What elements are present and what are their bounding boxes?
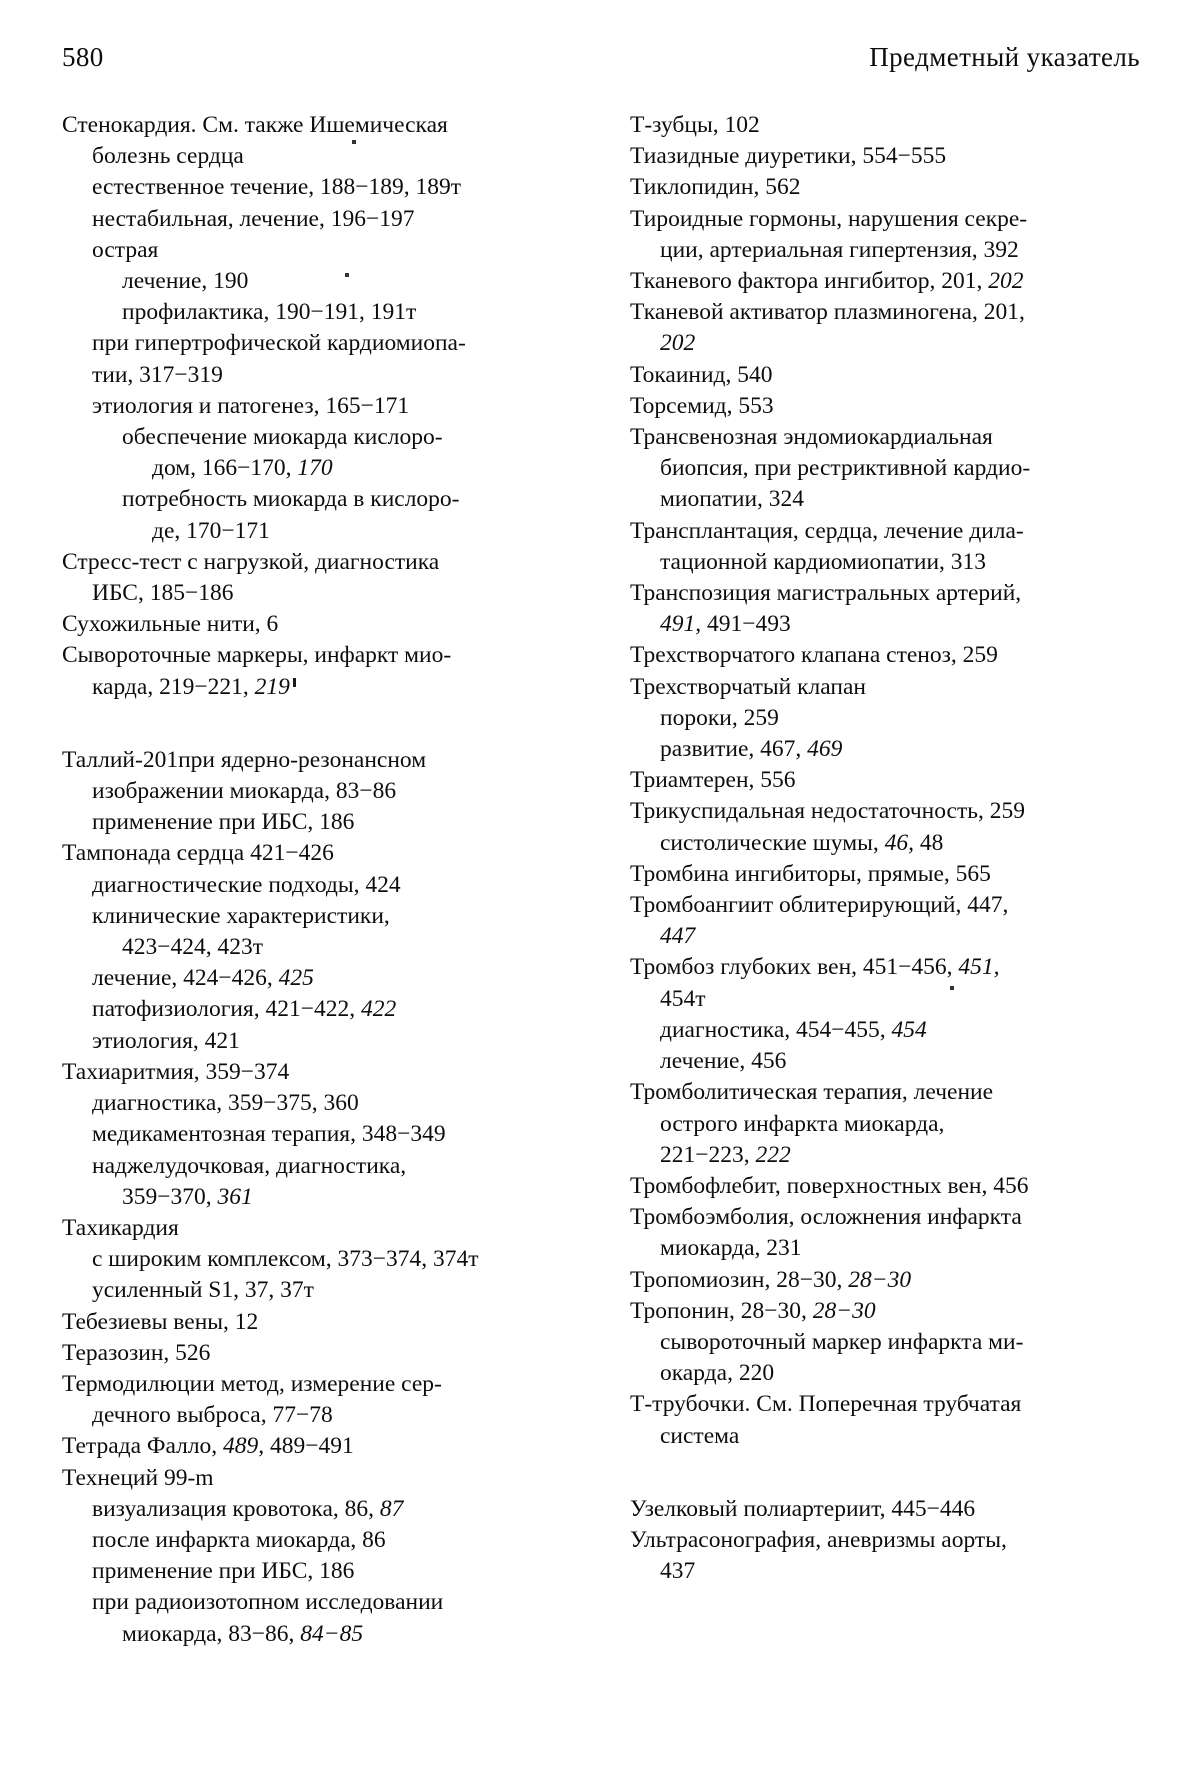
index-entry-line [630,890,1140,921]
entry-text: Сывороточные маркеры, инфаркт мио- [62,642,452,669]
entry-text: Стенокардия. См. также Ишемическая [62,112,448,138]
index-subentry-line [62,1182,572,1213]
index-subentry-line [62,172,572,203]
entry-text: Тромбоэмболия, осложнения инфаркта [630,1204,1022,1231]
index-subentry-line [62,578,572,609]
index-entry-line [630,1171,1140,1202]
index-subentry-line [630,1556,1140,1587]
index-subentry-line [62,235,572,266]
entry-text: с широким комплексом, 373−374, 374т [92,1246,479,1273]
entry-text: развитие, 467, [660,736,808,763]
entry-text: дом, 166−170, [152,455,298,482]
entry-text: Тироидные гормоны, нарушения секре- [630,205,1028,232]
page-header [62,42,1140,73]
index-subentry-line [630,1421,1140,1452]
index-entry-line [630,172,1140,203]
index-subentry-line [630,1046,1140,1077]
entry-figure-reference: 469 [807,736,843,763]
entry-text: Транспозиция магистральных артерий, [630,580,1022,607]
entry-text: после инфаркта миокарда, 86 [92,1526,386,1553]
entry-text: Сухожильные нити, 6 [62,611,279,638]
index-subentry-line [630,1327,1140,1358]
index-subentry-line [62,141,572,172]
index-entry-line [62,745,572,776]
index-entry-line [62,609,572,640]
entry-text: Тромбоз глубоких вен, 451−456, [630,954,959,981]
index-entry-line [630,578,1140,609]
entry-text: наджелудочковая, диагностика, [92,1152,407,1179]
index-subentry-line [62,870,572,901]
entry-text: 359−370, [122,1183,218,1210]
entry-text: дечного выброса, 77−78 [92,1402,333,1429]
index-entry-group [630,110,1140,1452]
index-subentry-line [62,1275,572,1306]
entry-text: Тиклопидин, 562 [630,174,801,201]
index-subentry-line [62,901,572,932]
index-entry-line [62,1338,572,1369]
entry-text: изображении миокарда, 83−86 [92,778,397,805]
entry-figure-reference: 219 [254,673,290,700]
index-entry-line [630,1525,1140,1556]
entry-figure-reference: 422 [360,996,397,1023]
index-columns [62,110,1140,1650]
index-subentry-line [62,1400,572,1431]
entry-text: нестабильная, лечение, 196−197 [92,205,415,232]
entry-text: усиленный S1, 37, 37т [92,1277,314,1304]
index-subentry-line [62,672,572,703]
index-entry-line [630,640,1140,671]
entry-text: Узелковый полиартериит, 445−446 [630,1495,976,1522]
index-entry-line [630,952,1140,983]
index-entry-line [62,640,572,671]
index-entry-line [630,204,1140,235]
entry-text: применение при ИБС, 186 [92,1558,355,1585]
index-subentry-line [630,984,1140,1015]
entry-figure-reference: 170 [297,455,333,482]
entry-text: этиология, 421 [92,1027,240,1054]
entry-text: сывороточный маркер инфаркта ми- [660,1328,1024,1355]
entry-text-tail: 48 [914,829,944,856]
entry-text: Технеций 99-m [62,1464,214,1491]
entry-figure-reference: 425 [278,965,314,992]
entry-text: диагностика, 359−375, 360 [92,1090,359,1117]
entry-text: потребность миокарда в кислоро- [122,486,460,513]
left-column [62,110,572,1650]
entry-text: миокарда, 83−86, [122,1620,301,1647]
entry-text: Тиазидные диуретики, 554−555 [630,143,947,170]
entry-text: острая [92,236,159,263]
index-entry-line [630,516,1140,547]
entry-text: систолические шумы, [660,829,885,856]
entry-text: ции, артериальная гипертензия, 392 [660,236,1019,263]
index-entry-line [630,1265,1140,1296]
entry-figure-reference: 46, [884,829,915,856]
entry-text: Теразозин, 526 [62,1339,211,1366]
entry-text: визуализация кровотока, 86, [92,1495,380,1522]
entry-text: клинические характеристики, [92,902,390,929]
entry-text: Тампонада сердца 421−426 [62,840,334,867]
ink-speck [950,986,954,990]
index-entry-line [630,1077,1140,1108]
entry-text: лечение, 190 [122,268,249,295]
index-subentry-line [62,204,572,235]
index-subentry-line [630,609,1140,640]
entry-text: лечение, 424−426, [92,965,279,992]
entry-text: профилактика, 190−191, 191т [122,299,417,326]
entry-text: Тканевого фактора ингибитор, 201, [630,268,989,295]
entry-text: Тропомиозин, 28−30, [630,1266,849,1293]
entry-text: при гипертрофической кардиомиопа- [92,330,466,357]
entry-text: Трикуспидальная недостаточность, 259 [630,798,1025,825]
index-subentry-line [630,1140,1140,1171]
entry-text: Тромбофлебит, поверхностных вен, 456 [630,1172,1029,1199]
index-entry-line [62,838,572,869]
index-entry-line [630,859,1140,890]
index-entry-line [630,110,1140,141]
entry-text: острого инфаркта миокарда, [660,1110,945,1137]
index-subentry-line [630,1015,1140,1046]
index-entry-line [62,110,572,141]
index-entry-line [630,796,1140,827]
entry-figure-reference: 202 [988,268,1024,295]
entry-figure-reference: 361 [217,1183,253,1210]
entry-text: тии, 317−319 [92,361,223,388]
entry-text: ИБС, 185−186 [92,580,234,607]
index-subentry-line [62,1587,572,1618]
index-subentry-line [62,1619,572,1650]
index-subentry-line [630,235,1140,266]
entry-text: при радиоизотопном исследовании [92,1589,444,1616]
index-subentry-line [630,453,1140,484]
index-subentry-line [630,1358,1140,1389]
index-entry-line [62,1369,572,1400]
entry-text: миокарда, 231 [660,1235,802,1262]
entry-text: Ультрасонография, аневризмы аорты, [630,1526,1007,1553]
index-subentry-line [62,963,572,994]
index-subentry-line [62,1494,572,1525]
index-subentry-line [62,1026,572,1057]
index-subentry-line [630,703,1140,734]
entry-text: Т-зубцы, 102 [630,112,760,138]
index-entry-group [62,745,572,1650]
page-title: Предметный указатель [869,42,1140,72]
index-subentry-line [62,1556,572,1587]
index-entry-line [630,1296,1140,1327]
index-entry-line [630,391,1140,422]
entry-text: карда, 219−221, [92,673,255,700]
entry-text: 221−223, [660,1141,756,1168]
entry-text: Трансвенозная эндомиокардиальная [630,424,993,451]
index-subentry-line [62,453,572,484]
entry-text: Триамтерен, 556 [630,767,796,794]
entry-text: миопатии, 324 [660,486,805,513]
entry-text: Торсемид, 553 [630,392,774,419]
entry-text: биопсия, при рестриктивной кардио- [660,455,1031,482]
entry-text: Тромбоангиит облитерирующий, 447, [630,892,1009,919]
entry-text: естественное течение, 188−189, 189т [92,174,462,201]
entry-text: 423−424, 423т [122,934,264,961]
entry-text: Токаинид, 540 [630,361,773,388]
index-subentry-line [630,484,1140,515]
index-subentry-line [62,994,572,1025]
index-entry-line [630,1494,1140,1525]
ink-speck [345,273,349,277]
index-entry-line [630,297,1140,328]
index-entry-line [630,360,1140,391]
entry-text: Тебезиевы вены, 12 [62,1308,259,1335]
entry-text: окарда, 220 [660,1360,775,1387]
index-entry-line [630,672,1140,703]
entry-text: Тромболитическая терапия, лечение [630,1079,994,1106]
index-entry-line [62,1431,572,1462]
entry-figure-reference: 454 [891,1016,927,1043]
index-subentry-line [630,1109,1140,1140]
index-subentry-line [630,921,1140,952]
index-subentry-line [62,297,572,328]
index-subentry-line [630,734,1140,765]
entry-text: патофизиология, 421−422, [92,996,361,1023]
entry-figure-reference: 489, [223,1433,265,1460]
entry-text: применение при ИБС, 186 [92,809,355,836]
entry-figure-reference: 451, [958,954,1000,981]
index-entry-line [630,266,1140,297]
entry-figure-reference: 28−30 [812,1297,876,1324]
entry-text: Тахикардия [62,1214,179,1241]
index-subentry-line [62,422,572,453]
entry-text-tail: 489−491 [264,1433,354,1460]
entry-figure-reference: 222 [755,1141,791,1168]
entry-text: Таллий-201при ядерно-резонансном [62,746,427,773]
entry-figure-reference: 87 [379,1495,404,1522]
index-subentry-line [630,1233,1140,1264]
index-subentry-line [62,932,572,963]
entry-text: Тканевой активатор плазминогена, 201, [630,299,1025,326]
entry-text: Трехстворчатого клапана стеноз, 259 [630,642,998,669]
entry-figure-reference: 491, [660,611,702,638]
entry-text: болезнь сердца [92,143,244,170]
entry-text: обеспечение миокарда кислоро- [122,424,443,451]
index-subentry-line [62,484,572,515]
index-entry-line [62,1307,572,1338]
entry-figure-reference: 447 [660,923,696,950]
entry-figure-reference: 28−30 [848,1266,912,1293]
index-entry-line [630,422,1140,453]
index-subentry-line [630,328,1140,359]
index-subentry-line [62,1525,572,1556]
index-subentry-line [62,1088,572,1119]
index-subentry-line [62,360,572,391]
right-column [630,110,1140,1650]
index-subentry-line [62,328,572,359]
index-subentry-line [62,391,572,422]
section-gap [630,1452,1140,1494]
entry-text: тационной кардиомиопатии, 313 [660,548,987,575]
index-subentry-line [62,1244,572,1275]
index-subentry-line [62,516,572,547]
entry-text: диагностические подходы, 424 [92,871,401,898]
entry-text: Термодилюции метод, измерение сер- [62,1370,442,1397]
index-entry-group [630,1494,1140,1588]
index-entry-line [630,1389,1140,1420]
page-number: 580 [62,42,104,72]
index-subentry-line [62,1119,572,1150]
index-entry-line [630,141,1140,172]
index-subentry-line [630,828,1140,859]
entry-text: де, 170−171 [152,517,270,544]
index-subentry-line [62,807,572,838]
ink-speck [293,678,296,687]
entry-text: медикаментозная терапия, 348−349 [92,1121,446,1148]
index-entry-line [62,547,572,578]
entry-text: Тахиаритмия, 359−374 [62,1058,290,1085]
entry-text: 454т [660,985,706,1012]
index-entry-line [62,1057,572,1088]
entry-figure-reference: 84−85 [300,1620,364,1647]
index-entry-line [62,1213,572,1244]
index-entry-group [62,110,572,703]
entry-text: Трехстворчатый клапан [630,673,866,700]
entry-text: 437 [660,1558,696,1585]
index-subentry-line [630,547,1140,578]
entry-text: Трансплантация, сердца, лечение дила- [630,517,1024,544]
entry-text: система [660,1422,740,1449]
index-subentry-line [62,266,572,297]
entry-text: Тропонин, 28−30, [630,1297,813,1324]
entry-text: Тромбина ингибиторы, прямые, 565 [630,860,991,887]
entry-text: пороки, 259 [660,704,779,731]
index-subentry-line [62,1151,572,1182]
entry-text: лечение, 456 [660,1048,787,1075]
ink-speck [352,140,356,144]
entry-text: Т-трубочки. См. Поперечная трубчатая [630,1391,1022,1418]
entry-text: диагностика, 454−455, [660,1016,892,1043]
index-entry-line [630,765,1140,796]
entry-figure-reference: 202 [660,330,696,357]
entry-text: этиология и патогенез, 165−171 [92,392,410,419]
entry-text: Тетрада Фалло, [62,1433,224,1460]
index-entry-line [62,1463,572,1494]
entry-text: Стресс-тест с нагрузкой, диагностика [62,548,440,575]
index-subentry-line [62,776,572,807]
section-gap [62,703,572,745]
entry-text-tail: 491−493 [701,611,791,638]
index-entry-line [630,1202,1140,1233]
